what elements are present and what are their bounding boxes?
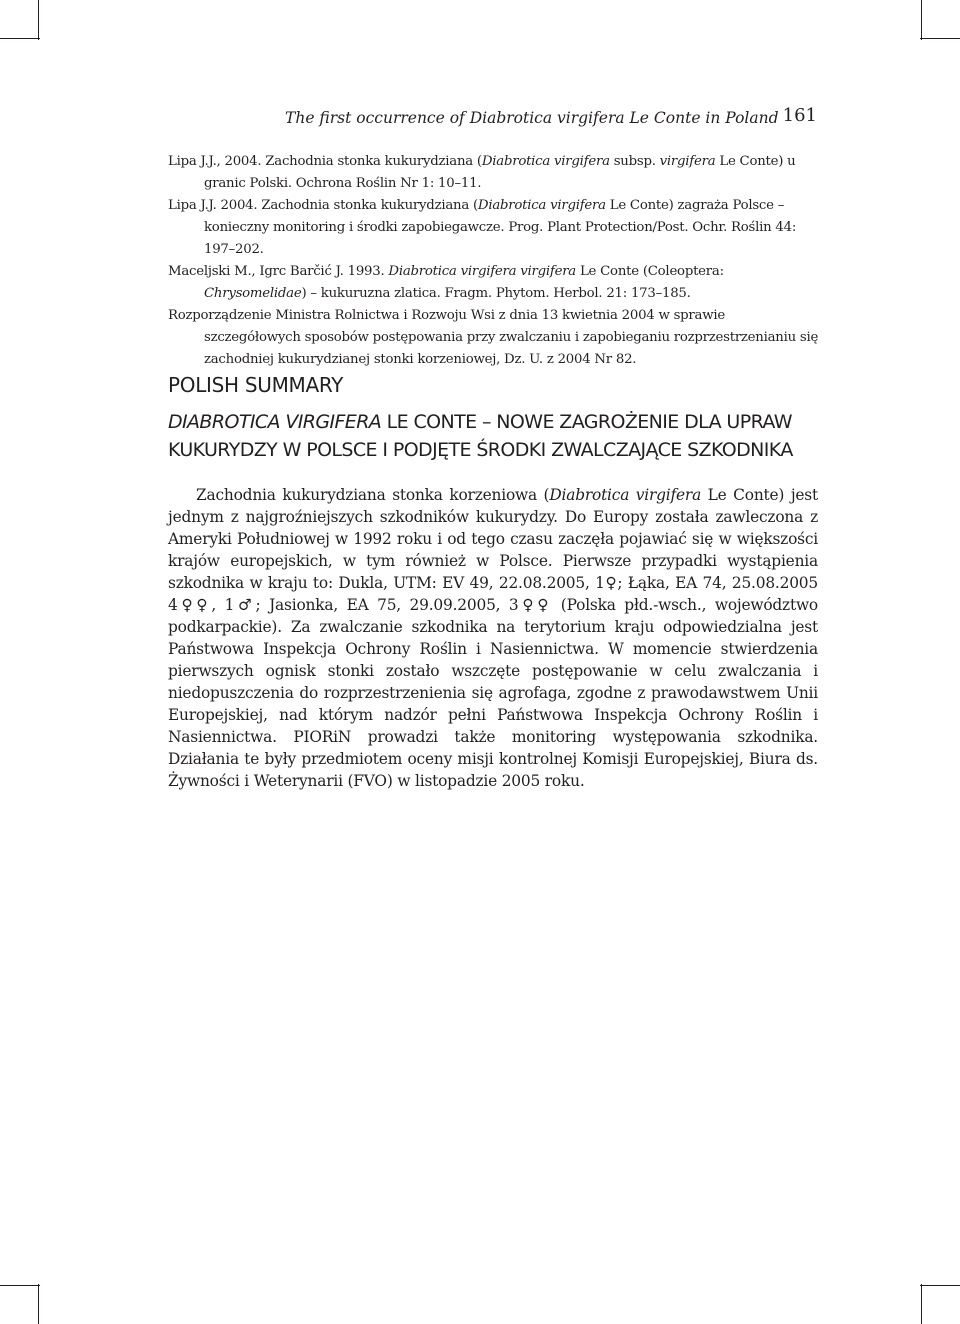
- species-name: Diabrotica virgifera virgifera: [388, 264, 576, 279]
- family-name: Chrysomelidae: [204, 286, 302, 301]
- crop-mark: [38, 1284, 39, 1324]
- reference-author: Lipa J.J. 2004.: [168, 198, 262, 213]
- summary-title-text: LE CONTE – NOWE ZAGROŻENIE DLA UPRAW KUKURYDZY W POLSCE I PODJĘTE ŚRODKI ZWALCZAJĄCE SZKODNIKA: [168, 411, 793, 461]
- reference-list: [168, 151, 820, 371]
- reference-text: Rozporządzenie Ministra Rolnictwa i Rozwoju Wsi z dnia 13 kwietnia 2004 w sprawie szczegółowych sposobów postępowania przy zwalczaniu i zapobieganiu rozprzestrzenianiu się zachodniej kukurydzianej stonki korzeniowej, Dz. U. z 2004 Nr 82.: [168, 308, 819, 367]
- summary-text: Zachodnia kukurydziana stonka korzeniowa (: [196, 486, 550, 504]
- species-name: Diabrotica virgifera: [477, 198, 606, 213]
- summary-heading: POLISH SUMMARY: [168, 373, 344, 397]
- summary-text: Le Conte) jest jednym z najgroźniejszych szkodników kukurydzy. Do Europy została zawleczona z Ameryki Południowej w 1992 roku i od tego czasu zaczęła pojawiać się w większości krajów europejskich, w tym również w Polsce. Pierwsze przypadki wystąpienia szkodnika w kraju to: Dukla, UTM: EV 49, 22.08.2005, 1♀; Łąka, EA 74, 25.08.2005 4♀♀, 1♂; Jasionka, EA 75, 29.09.2005, 3♀♀ (Polska płd.-wsch., województwo podkarpackie). Za zwalczanie szkodnika na terytorium kraju odpowiedzialna jest Państwowa Inspekcja Ochrony Roślin i Nasiennictwa. W momencie stwierdzenia pierwszych ognisk stonki zostało wszczęte postępowanie w celu zwalczania i niedopuszczenia do rozprzestrzenienia się agrofaga, zgodne z prawodawstwem Unii Europejskiej, nad którym nadzór pełni Państwowa Inspekcja Ochrony Roślin i Nasiennictwa. PIORiN prowadzi także monitoring występowania szkodnika. Działania te były przedmiotem oceny misji kontrolnej Komisji Europejskiej, Biura ds. Żywności i Weterynarii (FVO) w listopadzie 2005 roku.: [168, 486, 818, 790]
- reference-item: [168, 151, 820, 195]
- reference-item: [168, 261, 820, 305]
- species-name: virgifera: [659, 154, 716, 169]
- species-name: Diabrotica virgifera: [481, 154, 610, 169]
- crop-mark: [0, 38, 40, 39]
- crop-mark: [38, 0, 39, 40]
- reference-author: Lipa J.J., 2004.: [168, 154, 266, 169]
- reference-text: ) – kukuruzna zlatica. Fragm. Phytom. Herbol. 21: 173–185.: [301, 286, 691, 301]
- crop-mark: [0, 1285, 40, 1286]
- reference-text: Zachodnia stonka kukurydziana (: [261, 198, 478, 213]
- crop-mark: [921, 0, 922, 40]
- running-head-title: The first occurrence of Diabrotica virgifera Le Conte in Poland: [285, 109, 779, 127]
- reference-text: Le Conte) u granic Polski. Ochrona Roślin Nr 1: 10–11.: [204, 154, 796, 191]
- summary-title: [168, 408, 828, 464]
- crop-mark: [920, 1285, 960, 1286]
- page-number: 161: [782, 105, 817, 126]
- reference-text: subsp.: [609, 154, 660, 169]
- reference-text: Le Conte (Coleoptera:: [575, 264, 724, 279]
- summary-title-species: DIABROTICA VIRGIFERA: [168, 411, 382, 433]
- reference-author: Maceljski M., Igrc Barčić J. 1993.: [168, 264, 389, 279]
- reference-item: [168, 305, 820, 371]
- summary-body: [168, 484, 818, 792]
- reference-text: Le Conte) zagraża Polsce – konieczny monitoring i środki zapobiegawcze. Prog. Plant Protection/Post. Ochr. Roślin 44: 197–202.: [204, 198, 797, 257]
- crop-mark: [920, 38, 960, 39]
- running-head: [285, 105, 817, 128]
- reference-item: [168, 195, 820, 261]
- species-name: Diabrotica virgifera: [549, 486, 702, 504]
- reference-text: Zachodnia stonka kukurydziana (: [265, 154, 482, 169]
- crop-mark: [921, 1284, 922, 1324]
